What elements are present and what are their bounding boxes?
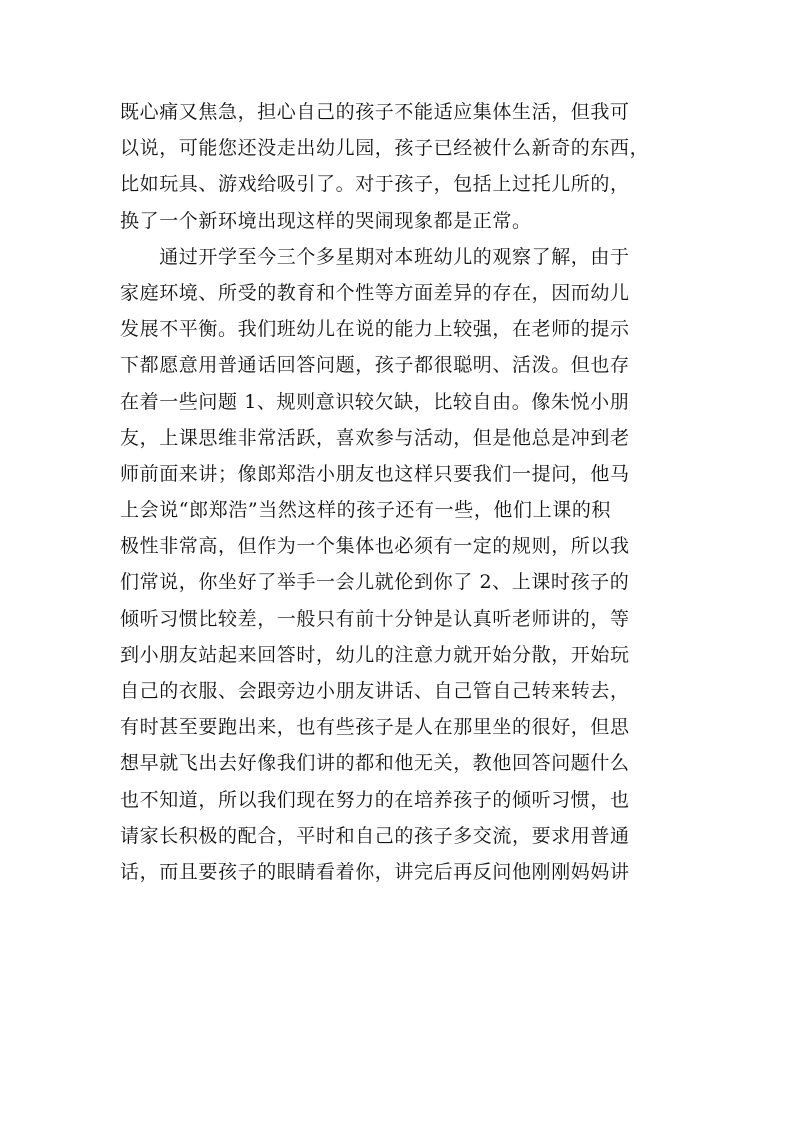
text-line: 到小朋友站起来回答时，幼儿的注意力就开始分散，开始玩	[120, 643, 630, 666]
text-line: 在着一些问题 1、规则意识较欠缺，比较自由。像朱悦小朋	[120, 390, 630, 413]
text-line: 家庭环境、所受的教育和个性等方面差异的存在，因而幼儿	[120, 281, 630, 304]
text-line: 比如玩具、游戏给吸引了。对于孩子，包括上过托儿所的，	[120, 173, 630, 196]
body-text	[120, 94, 680, 890]
text-line: 以说，可能您还没走出幼儿园，孩子已经被什么新奇的东西，	[120, 137, 650, 160]
text-line: 也不知道，所以我们现在努力的在培养孩子的倾听习惯，也	[120, 788, 630, 811]
text-line: 发展不平衡。我们班幼儿在说的能力上较强，在老师的提示	[120, 318, 630, 341]
text-line: 下都愿意用普通话回答问题，孩子都很聪明、活泼。但也存	[120, 354, 630, 377]
text-line: 极性非常高，但作为一个集体也必须有一定的规则，所以我	[120, 535, 630, 558]
text-line: 倾听习惯比较差，一般只有前十分钟是认真听老师讲的，等	[120, 607, 630, 630]
text-line: 上会说“郎郑浩”当然这样的孩子还有一些，他们上课的积	[120, 499, 612, 522]
text-line: 换了一个新环境出现这样的哭闹现象都是正常。	[120, 209, 532, 232]
text-line: 师前面来讲；像郎郑浩小朋友也这样只要我们一提问，他马	[120, 462, 630, 485]
text-line: 请家长积极的配合，平时和自己的孩子多交流，要求用普通	[120, 824, 630, 847]
text-line: 友，上课思维非常活跃，喜欢参与活动，但是他总是冲到老	[120, 426, 630, 449]
text-line: 有时甚至要跑出来，也有些孩子是人在那里坐的很好，但思	[120, 716, 630, 739]
text-line: 自己的衣服、会跟旁边小朋友讲话、自己管自己转来转去，	[120, 680, 630, 702]
text-line: 既心痛又焦急，担心自己的孩子不能适应集体生活，但我可	[120, 101, 630, 123]
text-line: 想早就飞出去好像我们讲的都和他无关，教他回答问题什么	[120, 752, 630, 775]
text-line: 们常说，你坐好了举手一会儿就伦到你了 2、上课时孩子的	[120, 571, 630, 594]
text-line: 通过开学至今三个多星期对本班幼儿的观察了解，由于	[120, 245, 630, 268]
text-line: 话，而且要孩子的眼睛看着你，讲完后再反问他刚刚妈妈讲	[120, 860, 630, 883]
